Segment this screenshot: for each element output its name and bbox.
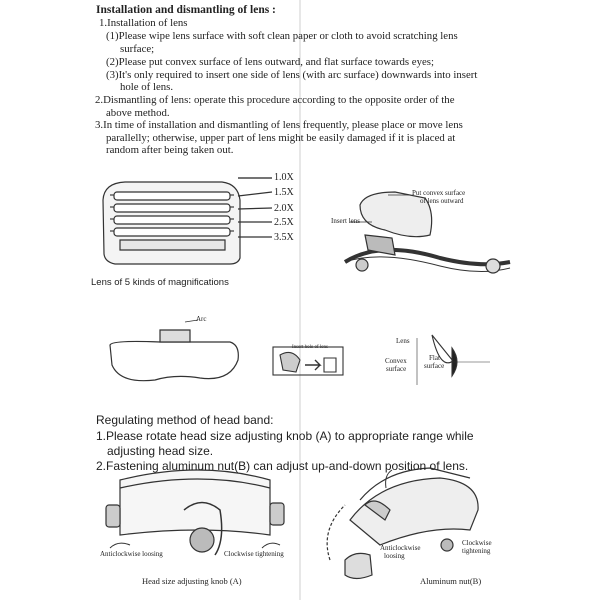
- lens-label: Lens: [396, 337, 410, 345]
- knob-a-label: Head size adjusting knob (A): [142, 576, 242, 586]
- lens-stack-illustration: [103, 178, 272, 264]
- lens-surface-diagram: [417, 335, 490, 385]
- put-convex-label: of lens outward: [420, 197, 464, 205]
- section3-line3: random after being taken out.: [106, 144, 234, 156]
- section1-item3-line1: (3)It's only required to insert one side of lens (with arc surface) downwards into insert: [106, 69, 478, 81]
- headband-heading: Regulating method of head band:: [96, 413, 274, 427]
- lens-arc-illustration: [110, 320, 238, 381]
- magnification-label: 1.0X: [274, 172, 294, 183]
- magnification-label: 2.5X: [274, 217, 294, 228]
- headband-nut-illustration: [327, 468, 478, 579]
- headband-item1-line1: 1.Please rotate head size adjusting knob (A) to appropriate range while: [96, 429, 474, 443]
- section3-line1: 3.In time of installation and dismantling of lens frequently, please place or move lens: [95, 119, 463, 131]
- magnification-caption: Lens of 5 kinds of magnifications: [91, 277, 229, 288]
- page-title: Installation and dismantling of lens :: [96, 4, 276, 16]
- headband-item2: 2.Fastening aluminum nut(B) can adjust up-and-down position of lens.: [96, 459, 469, 473]
- section3-line2: parallelly; otherwise, upper part of lens might be easily damaged if it is placed at: [106, 132, 456, 144]
- section1-item3-line2: hole of lens.: [120, 81, 174, 93]
- magnification-label: 1.5X: [274, 187, 294, 198]
- convex-label: Convex: [385, 357, 407, 365]
- flat-label: Flat: [429, 354, 440, 362]
- magnification-label: 2.0X: [274, 203, 294, 214]
- section2-line2: above method.: [106, 107, 170, 119]
- section2-line1: 2.Dismantling of lens: operate this procedure according to the opposite order of the: [95, 94, 455, 106]
- tightening-label: tightening: [462, 547, 491, 555]
- headband-item1-line2: adjusting head size.: [107, 444, 214, 458]
- clockwise-label: Clockwise tightening: [224, 550, 284, 558]
- clockwise-label: Clockwise: [462, 539, 492, 547]
- arc-label: Arc: [196, 315, 207, 323]
- insert-hole-label: Insert hole of lens: [292, 345, 328, 350]
- section1-item1-line2: surface;: [120, 43, 155, 55]
- headband-knob-illustration: [106, 470, 284, 555]
- flat-label: surface: [424, 362, 445, 370]
- insert-hole-illustration: [273, 347, 343, 375]
- magnification-label: 3.5X: [274, 232, 294, 243]
- loosing-label: loosing: [384, 552, 405, 560]
- anticlockwise-label: Anticlockwise: [380, 544, 421, 552]
- section1-heading: 1.Installation of lens: [99, 17, 188, 29]
- section1-item2: (2)Please put convex surface of lens outward, and flat surface towards eyes;: [106, 56, 434, 68]
- put-convex-label: Put convex surface: [412, 189, 466, 197]
- section1-item1-line1: (1)Please wipe lens surface with soft clean paper or cloth to avoid scratching lens: [106, 30, 458, 42]
- insert-lens-label: Insert lens: [331, 217, 360, 225]
- nut-b-label: Aluminum nut(B): [420, 576, 482, 586]
- anticlockwise-label: Anticlockwise loosing: [100, 550, 163, 558]
- convex-label: surface: [386, 365, 407, 373]
